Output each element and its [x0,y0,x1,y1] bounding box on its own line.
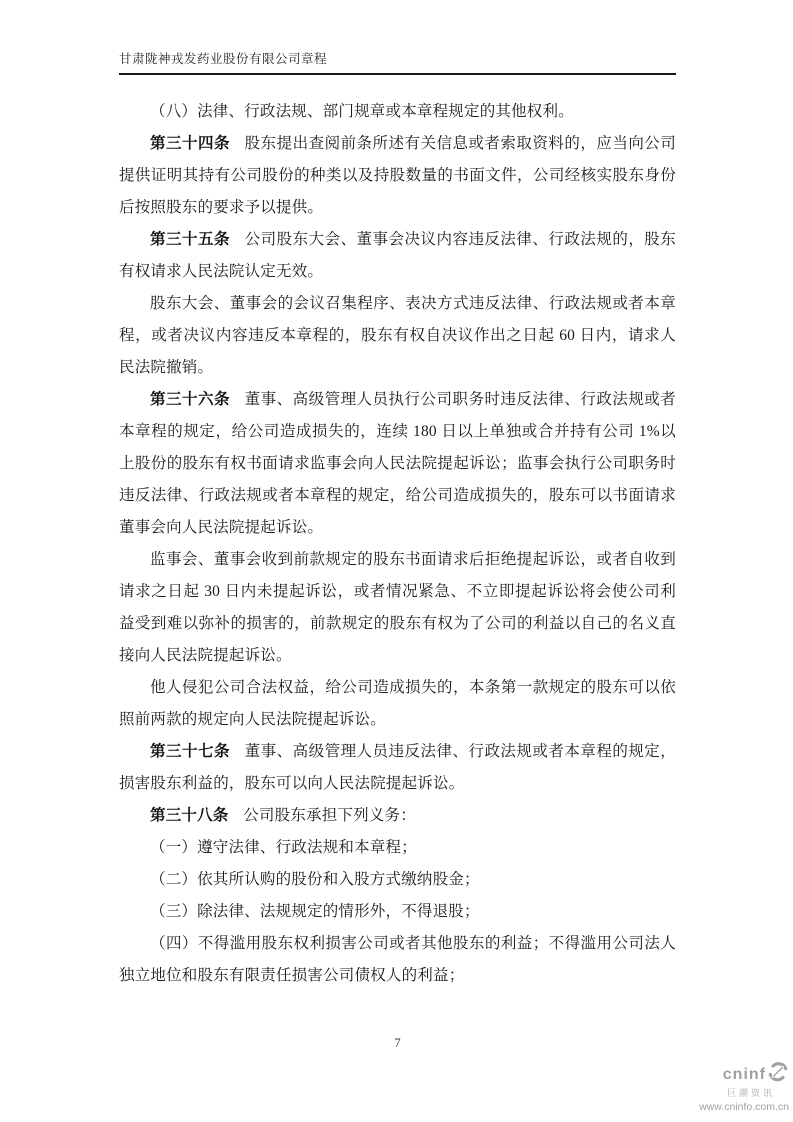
paragraph-text: （二）依其所认购的股份和入股方式缴纳股金； [150,871,480,888]
paragraph-text: 他人侵犯公司合法权益，给公司造成损失的，本条第一款规定的股东可以依照前两款的规定向人民法院提起诉讼。 [119,679,676,728]
paragraph-text: （八）法律、行政法规、部门规章或本章程规定的其他权利。 [150,103,574,120]
paragraph-text: 公司股东承担下列义务： [243,807,416,824]
cninfo-swirl-icon [767,1062,789,1087]
paragraph-text: （三）除法律、法规规定的情形外，不得退股； [150,903,480,920]
paragraph [119,736,676,800]
cninfo-company-label: 巨潮资讯 [726,1088,775,1098]
paragraph [119,928,676,992]
paragraph [119,800,676,832]
paragraph-text: 董事、高级管理人员违反法律、行政法规或者本章程的规定，损害股东利益的，股东可以向人民法院提起诉讼。 [119,743,676,792]
header-title: 甘肃陇神戎发药业股份有限公司章程 [119,52,328,66]
paragraph [119,544,676,672]
paragraph [119,224,676,288]
paragraph [119,672,676,736]
article-number: 第三十六条 [150,391,230,408]
paragraph [119,128,676,224]
paragraph [119,896,676,928]
paragraph [119,864,676,896]
page-number: 7 [394,1036,401,1050]
paragraph [119,96,676,128]
cninfo-logo-text: cninf [722,1065,766,1083]
paragraph [119,384,676,544]
cninfo-logo-row [699,1062,789,1087]
page-header [119,50,676,75]
article-number: 第三十四条 [150,135,230,152]
paragraph-text: 股东大会、董事会的会议召集程序、表决方式违反法律、行政法规或者本章程，或者决议内容违反本章程的，股东有权自决议作出之日起 60 日内，请求人民法院撤销。 [119,295,676,376]
cninfo-watermark [699,1062,789,1114]
cninfo-url: www.cninfo.com.cn [699,1101,789,1113]
paragraph-text: 董事、高级管理人员执行公司职务时违反法律、行政法规或者本章程的规定，给公司造成损失的，连续 180 日以上单独或合并持有公司 1%以上股份的股东有权书面请求监事会向人民法院提起诉讼；监事会执行公司职务时违反法律、行政法规或者本章程的规定，给公司造成损失的，股东可以书面请求董事会向人民法院提起诉讼。 [119,391,676,536]
document-body [119,96,676,992]
article-number: 第三十七条 [150,743,230,760]
page-footer [119,1034,676,1052]
paragraph [119,288,676,384]
article-number: 第三十八条 [150,807,229,824]
paragraph [119,832,676,864]
paragraph-text: （一）遵守法律、行政法规和本章程； [150,839,417,856]
paragraph-text: 股东提出查阅前条所述有关信息或者索取资料的，应当向公司提供证明其持有公司股份的种类以及持股数量的书面文件，公司经核实股东身份后按照股东的要求予以提供。 [119,135,676,216]
paragraph-text: 监事会、董事会收到前款规定的股东书面请求后拒绝提起诉讼，或者自收到请求之日起 30 日内未提起诉讼，或者情况紧急、不立即提起诉讼将会使公司利益受到难以弥补的损害的，前款规定的股东有权为了公司的利益以自己的名义直接向人民法院提起诉讼。 [119,551,676,664]
paragraph-text: 公司股东大会、董事会决议内容违反法律、行政法规的，股东有权请求人民法院认定无效。 [119,231,676,280]
article-number: 第三十五条 [150,231,230,248]
paragraph-text: （四）不得滥用股东权利损害公司或者其他股东的利益；不得滥用公司法人独立地位和股东有限责任损害公司债权人的利益； [119,935,676,984]
